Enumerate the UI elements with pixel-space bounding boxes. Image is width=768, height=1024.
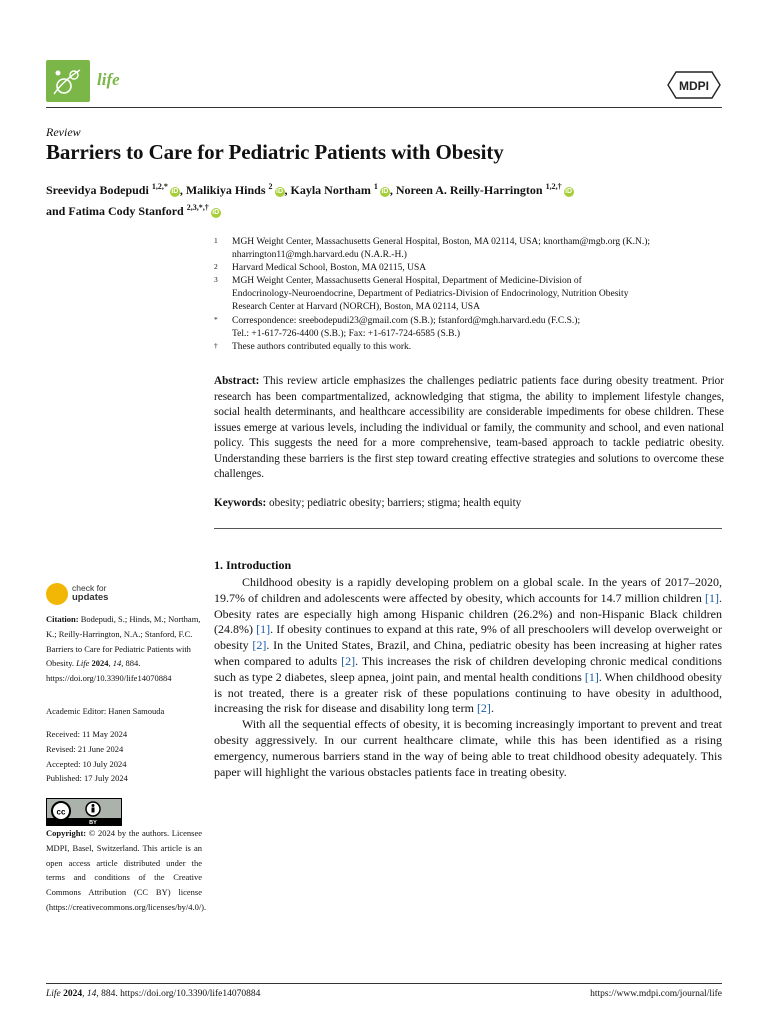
orcid-icon[interactable]: iD xyxy=(565,188,573,195)
orcid-icon[interactable]: iD xyxy=(276,188,283,195)
check-updates-line2: updates xyxy=(72,592,109,603)
affiliation-line: Correspondence: sreebodepudi23@gmail.com (S.B.); fstanford@mgh.harvard.edu (F.C.S.); xyxy=(232,315,581,326)
citation-link[interactable]: [2] xyxy=(476,701,491,716)
text-run: . Obesity rates are especially high among Hispanic children (26.2%) and non-Hispanic Black children (24.8%) xyxy=(214,590,722,637)
footer-citation: Life 2024, 14, 884. https://doi.org/10.3390/life14070884 xyxy=(46,989,261,999)
keywords-label: Keywords: xyxy=(214,497,267,509)
life-logo-icon xyxy=(46,60,90,102)
cc-badge-text: BY xyxy=(89,820,97,825)
affiliation-mark: 3 xyxy=(214,275,218,285)
abstract xyxy=(214,374,724,483)
affiliation-mark: 2 xyxy=(214,262,218,272)
keywords xyxy=(214,497,724,509)
copyright-text: © 2024 by the authors. Licensee MDPI, Basel, Switzerland. This article is an open access article distributed under the terms and conditions of the Creative Commons Attribution (CC BY) license (https://creativecommons.org/licenses/by/4.0/). xyxy=(46,828,207,912)
footer-journal-url[interactable]: https://www.mdpi.com/journal/life xyxy=(590,989,722,999)
article-title: Barriers to Care for Pediatric Patients with Obesity xyxy=(46,140,504,164)
check-updates-icon xyxy=(46,583,68,605)
affiliation-line: nharrington11@mgh.harvard.edu (N.A.R.-H.) xyxy=(232,250,407,261)
citation-journal: Life xyxy=(76,658,90,669)
keywords-text: obesity; pediatric obesity; barriers; stigma; health equity xyxy=(269,497,522,509)
affiliation-line: MGH Weight Center, Massachusetts General Hospital, Boston, MA 02114, USA; knortham@mgb.org (K.N.); xyxy=(232,237,650,247)
check-updates-line1: check for xyxy=(72,583,107,593)
footer-journal: Life xyxy=(46,989,61,999)
academic-editor: Academic Editor: Hanen Samouda xyxy=(46,706,165,716)
citation-volume: 14 xyxy=(112,658,122,669)
author-list: Sreevidya Bodepudi $^{1,2,*}$iD , Malikiya Hinds $^2$iD , Kayla Northam $^1$iD , Noreen A. Reilly-Harrington $^{1,2,\dagger}$iD and Fatima Cody Stanford $^{2,3,*,\dagger}$iD xyxy=(46,182,573,218)
author-name[interactable]: Malikiya Hinds xyxy=(185,183,266,197)
affiliations xyxy=(214,236,724,354)
mdpi-logo xyxy=(666,70,722,100)
affiliation-item xyxy=(214,315,724,341)
text-run: . This increases the risk of children developing chronic medical conditions such as type 2 diabetes, sleep apnea, joint pain, and mental health conditions xyxy=(214,653,722,684)
and-word: and xyxy=(46,204,66,218)
author-sup: 2 xyxy=(268,182,273,191)
affiliation-item xyxy=(214,341,724,354)
footer-divider xyxy=(46,983,722,984)
abstract-text: This review article emphasizes the challenges pediatric patients face during obesity treatment. Prior research has been compartmentalized, acknowledging that stigma, the ability to implement lifestyle changes, social health determinants, and healthcare accessibility are considerable impediments for obese children. These issues emerge at various levels, including the individual or family, the community and school, and even national policy. This suggests the need for a more comprehensive, team-based approach to tackle pediatric obesity. Understanding these barriers is the first step toward creating effective strategies and solutions to overcome these challenges. xyxy=(214,375,724,480)
affiliation-mark: * xyxy=(214,314,218,324)
affiliation-line: Harvard Medical School, Boston, MA 02115, USA xyxy=(232,263,427,274)
citation-block: Citation: Bodepudi, S.; Hinds, M.; Northam, K.; Reilly-Harrington, N.A.; Stanford, F.C. Barriers to Care for Pediatric Patients with Obesity. Life 2024, 14, 884. https://doi.org/10.3390/life14070884 xyxy=(46,614,201,684)
citation-text: Bodepudi, S.; Hinds, M.; Northam, K.; Reilly-Harrington, N.A.; Stanford, F.C. Barriers to Care for Pediatric Patients with Obesity. xyxy=(46,614,201,669)
orcid-icon[interactable]: iD xyxy=(171,188,179,195)
author-sup: 1,2,* xyxy=(151,182,168,191)
text-run: Childhood obesity is a rapidly developing problem on a global scale. In the years of 2017–2020, 19.7% of children and adolescents were affected by obesity, which accounts for 14.7 million children xyxy=(214,575,722,605)
cc-by-license-badge[interactable] xyxy=(46,798,122,826)
date-revised: Revised: 21 June 2024 xyxy=(46,743,124,754)
paragraph xyxy=(214,575,722,717)
copyright-label: Copyright: xyxy=(46,828,87,838)
author-name[interactable]: Fatima Cody Stanford xyxy=(68,204,184,218)
text-run: . In the United States, Brazil, and China, pediatric obesity has been increasing at higher rates when compared to adults xyxy=(214,638,722,668)
text-run: . When childhood obesity is not treated, there is a greater risk of these populations continuing to have obesity in adulthood, increasing the risk for disease and disability long term xyxy=(214,669,722,716)
affiliation-line: These authors contributed equally to this work. xyxy=(232,341,412,352)
check-updates-label xyxy=(72,584,108,602)
affiliation-line: MGH Weight Center, Massachusetts General Hospital, Department of Medicine-Division of xyxy=(232,276,582,287)
abstract-label: Abstract: xyxy=(214,375,260,387)
footer-year: 2024 xyxy=(63,989,83,999)
journal-logo xyxy=(46,60,90,102)
section-heading: 1. Introduction xyxy=(214,558,292,572)
copyright-block xyxy=(46,826,207,915)
introduction-body xyxy=(214,575,722,780)
affiliation-line: Endocrinology-Neuroendocrine, Department of Pediatrics-Division of Endocrinology, Nutrition Obesity xyxy=(232,289,629,300)
check-for-updates-button[interactable] xyxy=(46,583,166,607)
date-accepted: Accepted: 10 July 2024 xyxy=(46,758,127,769)
affiliation-line: Tel.: +1-617-726-4400 (S.B.); Fax: +1-617-724-6585 (S.B.) xyxy=(232,328,461,339)
orcid-icon[interactable]: iD xyxy=(212,209,220,216)
author-name[interactable]: Sreevidya Bodepudi xyxy=(46,183,149,197)
citation-link[interactable]: [1] xyxy=(256,622,271,637)
footer-volume: 14 xyxy=(86,989,97,999)
date-received: Received: 11 May 2024 xyxy=(46,729,128,739)
orcid-icon[interactable]: iD xyxy=(381,188,389,195)
author-sup: 2,3,*,† xyxy=(186,203,209,212)
journal-name: life xyxy=(97,70,120,89)
mdpi-logo-text: MDPI xyxy=(679,79,709,93)
svg-text:cc: cc xyxy=(56,807,66,817)
paragraph: With all the sequential effects of obesity, it is becoming increasingly important to prevent and treat obesity aggressively. In our current healthcare climate, while this has been identified as a rising emergency, numerous barriers stand in the way of being able to treat childhood obesity adequately. This paper will highlight the various obstacles patients face in treating obesity. xyxy=(214,717,722,779)
affiliation-item xyxy=(214,236,724,262)
author-name[interactable]: Kayla Northam xyxy=(290,183,371,197)
date-published: Published: 17 July 2024 xyxy=(46,773,128,784)
article-type: Review xyxy=(46,125,81,139)
affiliation-item xyxy=(214,262,724,275)
text-run: . xyxy=(490,701,494,716)
publication-dates xyxy=(46,727,202,786)
author-sup: 1 xyxy=(373,182,378,191)
author-sup: 1,2,† xyxy=(545,182,562,191)
abstract-divider xyxy=(214,528,722,529)
text-run: . If obesity continues to expand at this rate, 9% of all preschoolers will develop overweight or obesity xyxy=(214,622,722,653)
citation-doi[interactable]: , 884. https://doi.org/10.3390/life14070884 xyxy=(46,658,172,684)
citation-label: Citation: xyxy=(46,614,79,624)
author-name[interactable]: Noreen A. Reilly-Harrington xyxy=(395,183,543,197)
citation-link[interactable]: [2] xyxy=(252,638,267,653)
affiliation-line: Research Center at Harvard (NORCH), Boston, MA 02114, USA xyxy=(232,302,480,313)
affiliation-mark: 1 xyxy=(214,236,218,245)
citation-link[interactable]: [1] xyxy=(705,590,719,605)
affiliation-item xyxy=(214,275,724,314)
footer-doi[interactable]: , 884. https://doi.org/10.3390/life14070884 xyxy=(96,989,261,999)
affiliation-mark: † xyxy=(214,340,218,350)
citation-link[interactable]: [2] xyxy=(341,653,356,668)
header-divider xyxy=(46,107,722,108)
citation-link[interactable]: [1] xyxy=(584,669,599,684)
citation-year: 2024 xyxy=(91,658,109,669)
